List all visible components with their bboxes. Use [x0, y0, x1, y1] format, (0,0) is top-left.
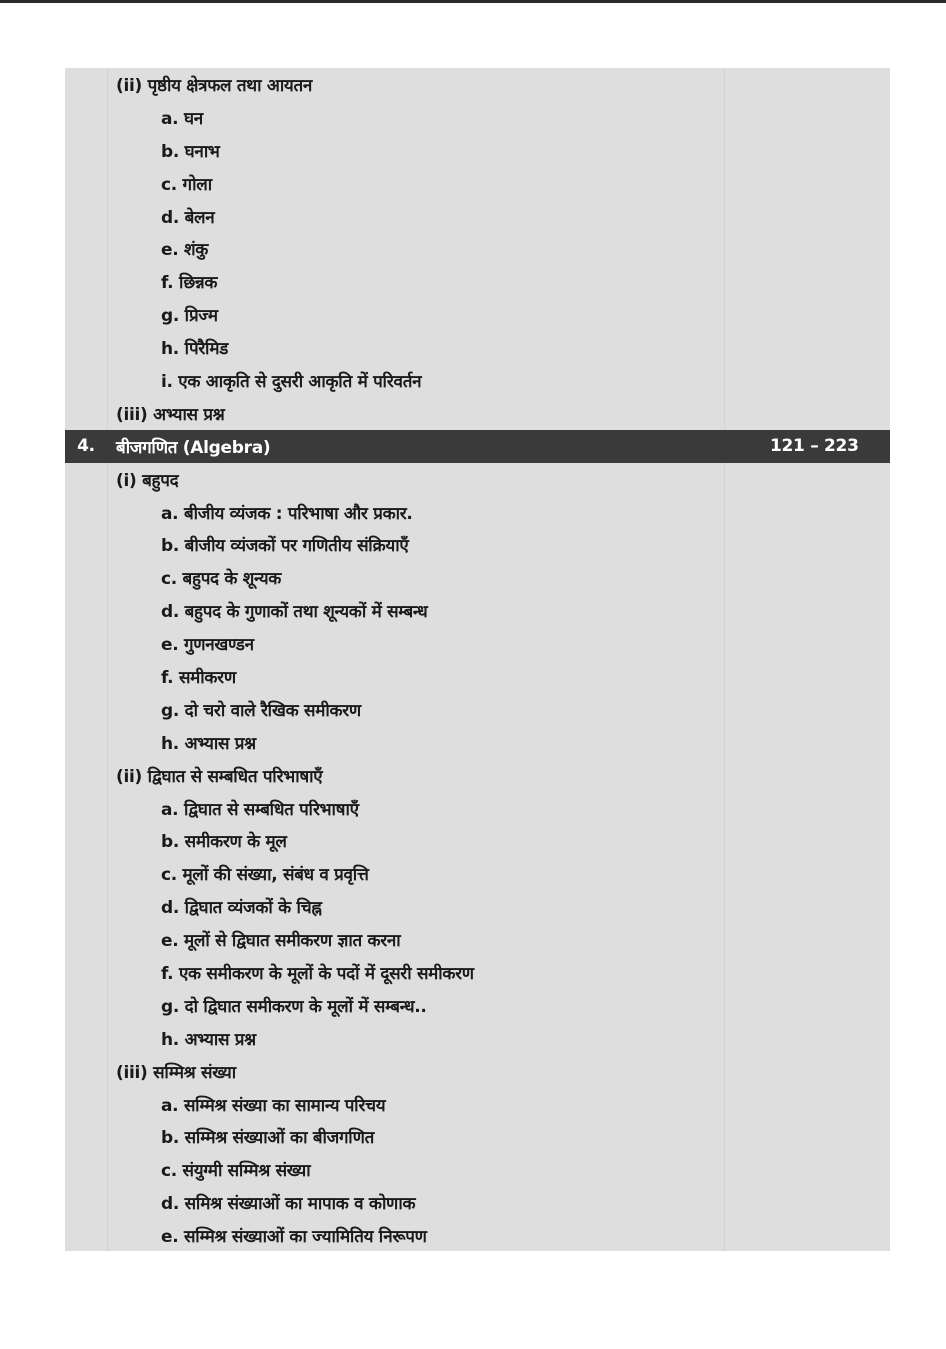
topic-row — [65, 792, 890, 825]
topic-row — [65, 1153, 890, 1186]
section-title: (iii) अभ्यास प्रश्न — [116, 404, 225, 425]
topic-title: d. बहुपद के गुणाकों तथा शून्यकों में सम्बन्ध — [161, 602, 428, 623]
topic-row — [65, 923, 890, 956]
chapter-title: बीजगणित (Algebra) — [116, 437, 271, 458]
topic-title: d. बेलन — [161, 207, 215, 228]
topic-row — [65, 627, 890, 660]
topic-title: g. दो द्विघात समीकरण के मूलों में सम्बन्ध.. — [161, 996, 427, 1017]
topic-title: e. शंकु — [161, 240, 209, 261]
topic-row — [65, 956, 890, 989]
topic-title: c. संयुग्मी सम्मिश्र संख्या — [161, 1161, 311, 1182]
topic-row — [65, 1022, 890, 1055]
topic-row — [65, 496, 890, 529]
topic-title: b. सम्मिश्र संख्याओं का बीजगणित — [161, 1128, 374, 1149]
topic-title: d. समिश्र संख्याओं का मापाक व कोणाक — [161, 1194, 416, 1215]
topic-title: f. एक समीकरण के मूलों के पदों में दूसरी समीकरण — [161, 963, 474, 984]
topic-row — [65, 726, 890, 759]
topic-row — [65, 101, 890, 134]
contents-table — [65, 68, 890, 1251]
topic-row — [65, 167, 890, 200]
topic-title: c. मूलों की संख्या, संबंध व प्रवृत्ति — [161, 865, 369, 886]
top-border — [0, 0, 946, 3]
topic-title: b. समीकरण के मूल — [161, 832, 287, 853]
topic-title: d. द्विघात व्यंजकों के चिह्न — [161, 898, 322, 919]
section-row — [65, 463, 890, 496]
topic-row — [65, 989, 890, 1022]
topic-title: e. मूलों से द्विघात समीकरण ज्ञात करना — [161, 931, 401, 952]
topic-row — [65, 561, 890, 594]
topic-row — [65, 824, 890, 857]
topic-row — [65, 528, 890, 561]
topic-row — [65, 298, 890, 331]
topic-title: h. अभ्यास प्रश्न — [161, 1029, 256, 1050]
topic-title: c. बहुपद के शून्यक — [161, 569, 282, 590]
topic-title: g. प्रिज्म — [161, 306, 218, 327]
topic-row — [65, 134, 890, 167]
section-row — [65, 1055, 890, 1088]
section-row — [65, 68, 890, 101]
topic-row — [65, 1219, 890, 1252]
topic-row — [65, 1088, 890, 1121]
topic-title: e. सम्मिश्र संख्याओं का ज्यामितिय निरूपण — [161, 1227, 427, 1248]
topic-row — [65, 660, 890, 693]
page-range: 121 – 223 — [770, 436, 859, 457]
section-title: (ii) पृष्ठीय क्षेत्रफल तथा आयतन — [116, 75, 313, 96]
topic-title: f. छिन्नक — [161, 273, 218, 294]
chapter-row — [65, 430, 890, 463]
topic-title: c. गोला — [161, 174, 212, 195]
topic-title: a. सम्मिश्र संख्या का सामान्य परिचय — [161, 1095, 386, 1116]
topic-title: h. पिरैमिड — [161, 339, 229, 360]
topic-row — [65, 594, 890, 627]
topic-title: f. समीकरण — [161, 667, 236, 688]
topic-row — [65, 890, 890, 923]
topic-title: e. गुणनखण्डन — [161, 635, 254, 656]
topic-title: a. द्विघात से सम्बधित परिभाषाएँ — [161, 799, 359, 820]
topic-title: b. घनाभ — [161, 141, 220, 162]
topic-row — [65, 1121, 890, 1154]
topic-row — [65, 1186, 890, 1219]
topic-title: b. बीजीय व्यंजकों पर गणितीय संक्रियाएँ — [161, 536, 409, 557]
section-row — [65, 759, 890, 792]
topic-row — [65, 364, 890, 397]
topic-row — [65, 232, 890, 265]
topic-title: i. एक आकृति से दुसरी आकृति में परिवर्तन — [161, 371, 422, 392]
section-title: (i) बहुपद — [116, 470, 179, 491]
topic-title: g. दो चरो वाले रैखिक समीकरण — [161, 700, 361, 721]
topic-row — [65, 857, 890, 890]
topic-row — [65, 331, 890, 364]
topic-row — [65, 200, 890, 233]
topic-title: a. बीजीय व्यंजक : परिभाषा और प्रकार. — [161, 503, 413, 524]
topic-row — [65, 265, 890, 298]
section-title: (iii) सम्मिश्र संख्या — [116, 1062, 236, 1083]
chapter-number: 4. — [77, 436, 95, 457]
section-title: (ii) द्विघात से सम्बधित परिभाषाएँ — [116, 766, 323, 787]
topic-title: h. अभ्यास प्रश्न — [161, 733, 256, 754]
topic-row — [65, 693, 890, 726]
section-row — [65, 397, 890, 430]
topic-title: a. घन — [161, 108, 203, 129]
